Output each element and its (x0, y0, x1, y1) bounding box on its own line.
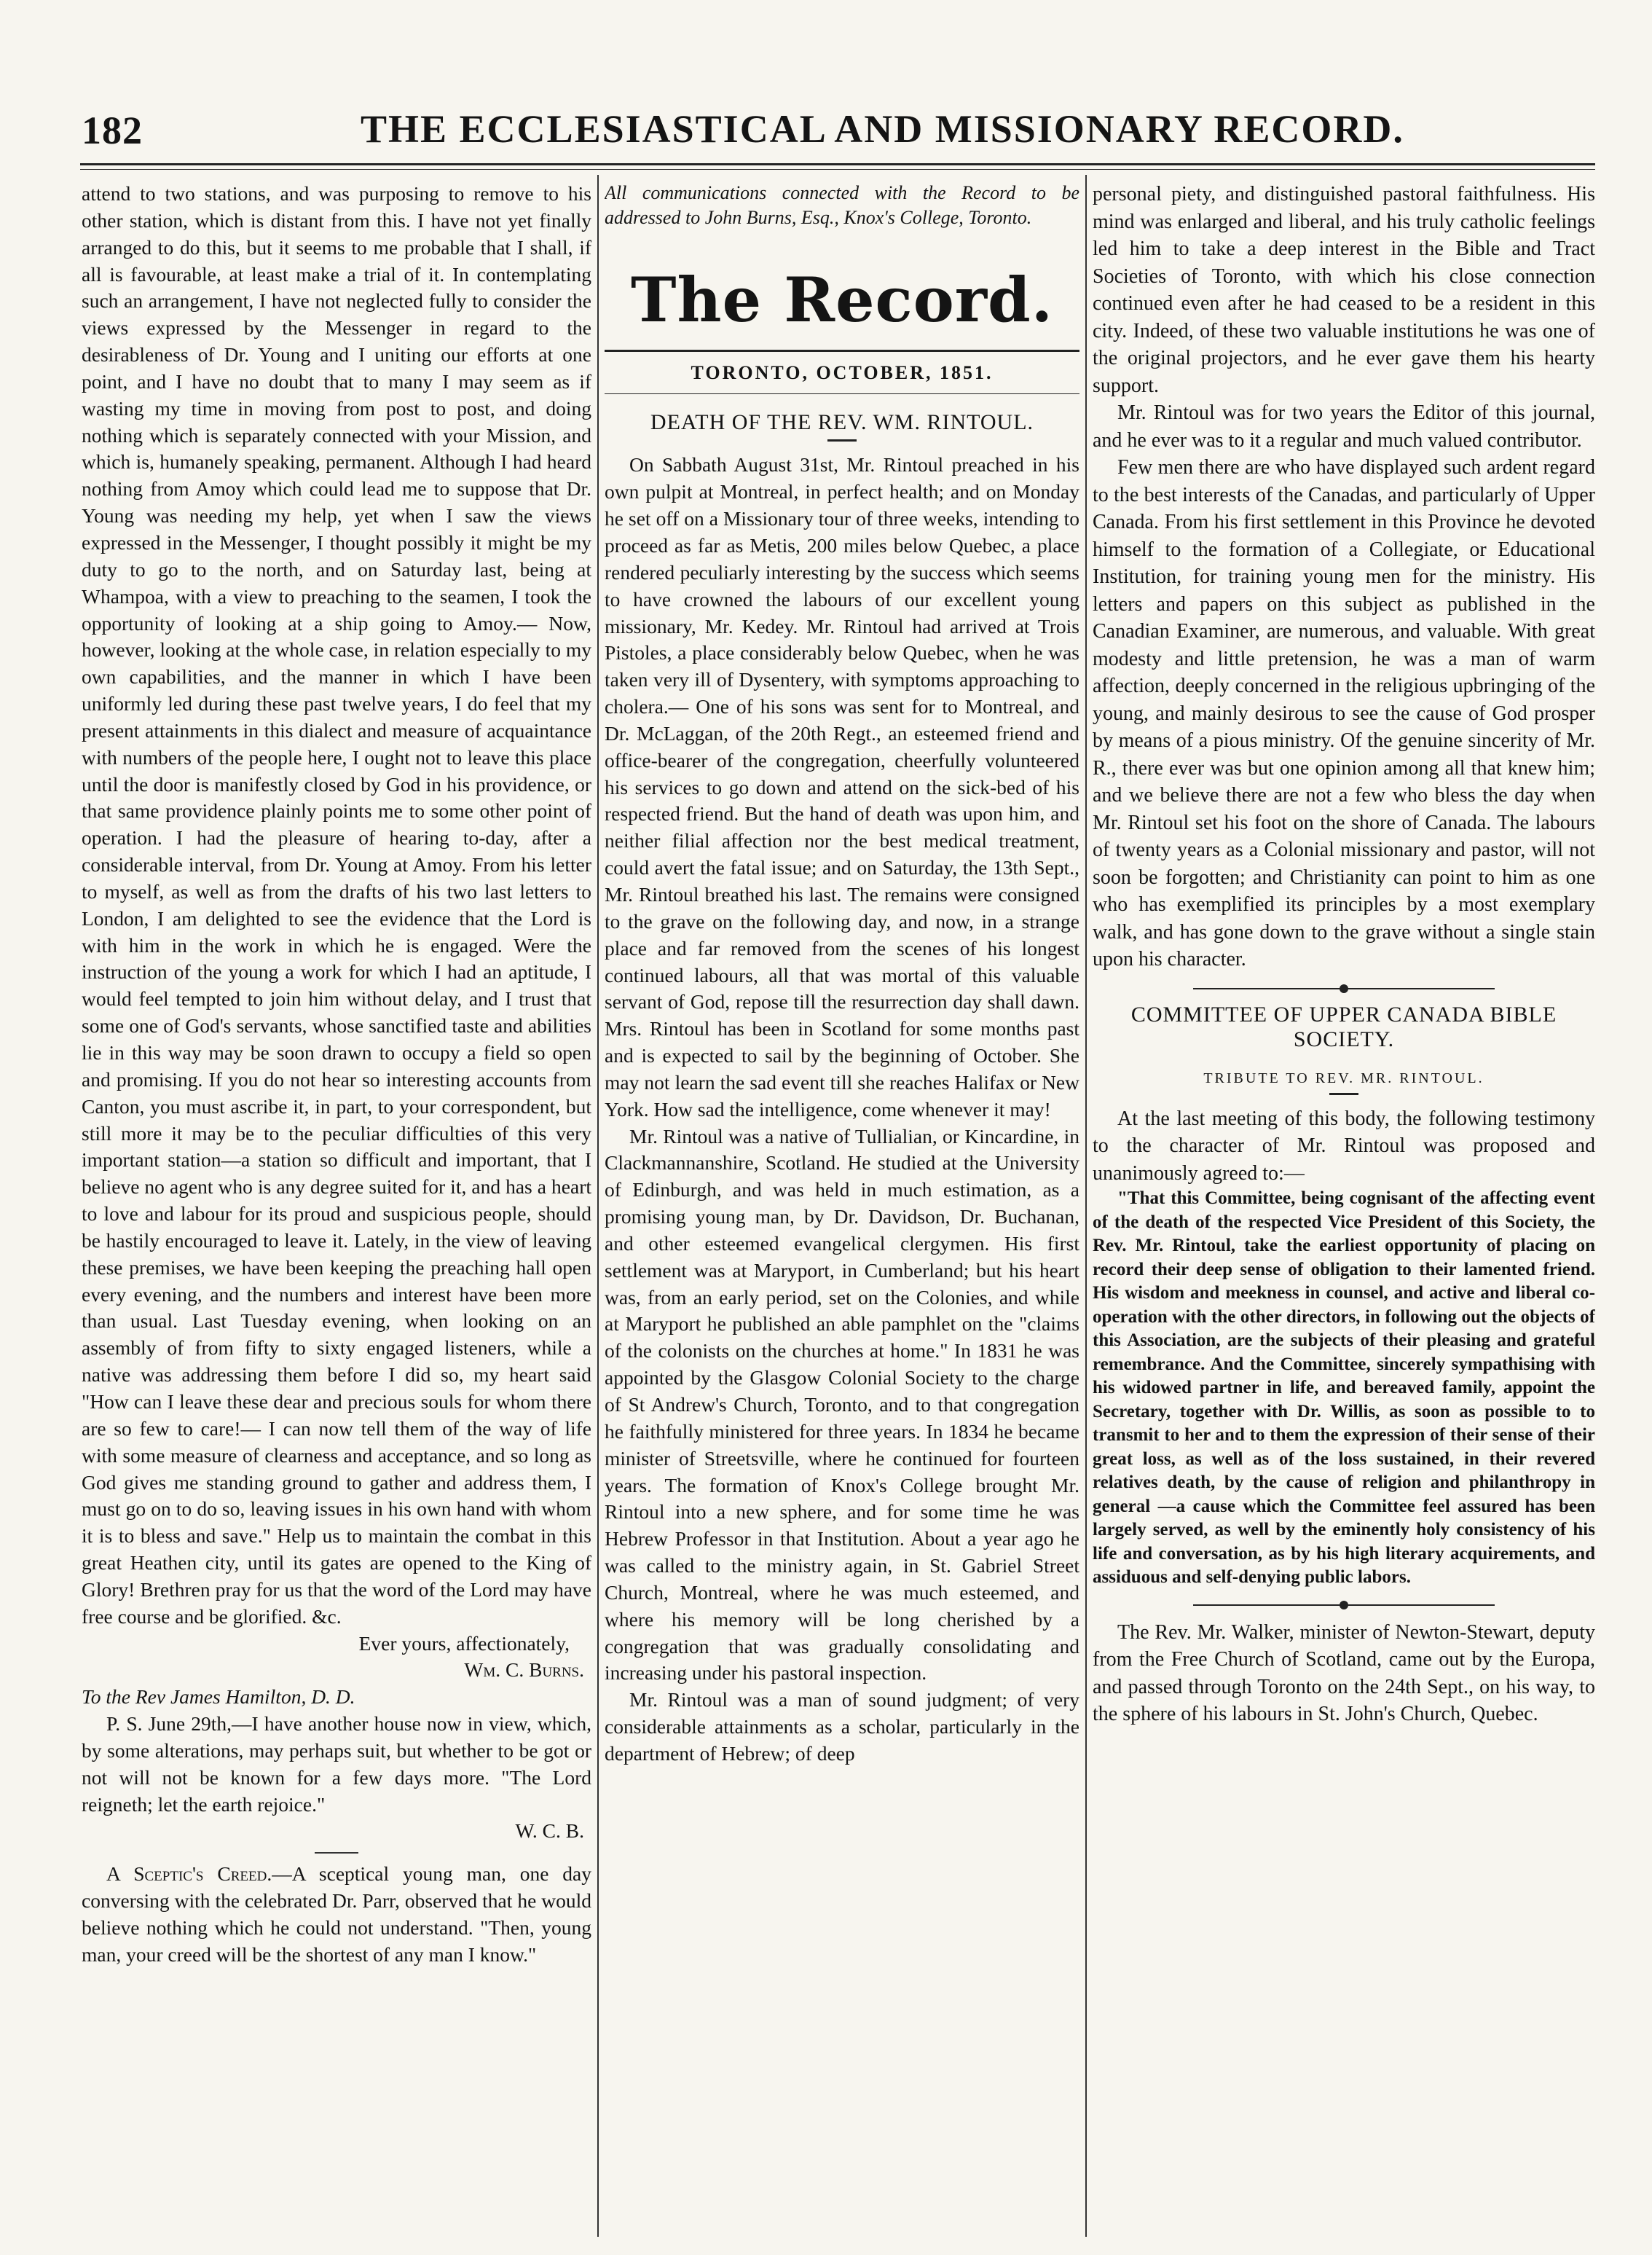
walker-notice: The Rev. Mr. Walker, minister of Newton-Stewart, deputy from the Free Church of Scotland, came out by the Europa, and passed through Toronto on the 24th Sept., on his way, to the sphere of his labours in St. John's Church, Quebec. (1093, 1620, 1595, 1726)
committee-para: At the last meeting of this body, the following testimony to the character of Mr. Rintoul was proposed and unanimously agreed to:— (1093, 1107, 1595, 1185)
sceptic-creed-item (82, 1861, 591, 1968)
heading-rule (827, 439, 857, 442)
column-middle (605, 181, 1079, 2228)
header-rule (80, 163, 1595, 165)
ornament-divider-2 (1193, 1604, 1495, 1606)
divider (315, 1852, 358, 1854)
column-rule-2 (1085, 175, 1087, 2237)
column-left (82, 181, 591, 2228)
committee-resolution: "That this Committee, being cognisant of the affecting event of the death of the respected Vice President of this Society, the Rev. Mr. Rintoul, take the earliest opportunity of placing on record their deep sense of obligation to their lamented friend. His wisdom and meekness in counsel, and active and liberal co-operation with the other directors, in following out the objects of this Association, are the subjects of their pleasing and grateful remembrance. And the Committee, sincerely sympathising with his widowed partner in life, and bereaved family, appoint the Secretary, together with Dr. Willis, as soon as possible to to transmit to her and to them the expression of their sense of their great loss, as well as of the loss sustained, in their revered relatives death, by the cause of religion and philanthropy in general —a cause which the Committee feel assured has been largely served, as well by the eminently holy consistency of his life and conversation, as by his high literary acquirements, and assiduous and self-denying public labors. (1093, 1188, 1595, 1588)
tribute-subheading: TRIBUTE TO REV. MR. RINTOUL. (1203, 1070, 1484, 1086)
masthead: The Record. (631, 263, 1053, 336)
obituary-para-2: Mr. Rintoul was a native of Tullialian, or Kincardine, in Clackmannanshire, Scotland. He studied at the University of Edinburgh, and was held in much estimation, as a promising young man, by Dr. Davidson, Dr. Buchanan, and other esteemed evangelical clergymen. His first settlement was at Maryport, in Cumberland; but his heart was, from an early period, set on the Colonies, and while at Maryport he published an able pamphlet on the "claims of the colonists on the churches at home." In 1831 he was appointed by the Glasgow Colonial Society to the charge of St Andrew's Church, Toronto, and to that congregation he faithfully ministered for three years. In 1834 he became minister of Streetsville, where he continued for fourteen years. The formation of Knox's College brought Mr. Rintoul into a new sphere, and for some time he was Hebrew Professor in that Institution. About a year ago he was called to the ministry again, in St. Gabriel Street Church, Montreal, where he was much esteemed, and where his memory will be long cherished by a congregation that was gradually consolidating and increasing under his pastoral inspection. (605, 1124, 1079, 1685)
obituary-cont-2: Mr. Rintoul was for two years the Editor of this journal, and he ever was to it a regular and much valued contributor. (1093, 401, 1595, 452)
column-rule-1 (597, 175, 599, 2237)
obituary-para-1: On Sabbath August 31st, Mr. Rintoul preached in his own pulpit at Montreal, in perfect health; and on Monday he set off on a Missionary tour of three weeks, intending to proceed as far as Metis, 200 miles below Quebec, a place rendered peculiarly interesting by the success which seems to have crowned the labours of our excellent young missionary, Mr. Kedey. Mr. Rintoul had arrived at Trois Pistoles, a place considerably below Quebec, when he was taken very ill of Dysentery, with symptoms approaching to cholera.— One of his sons was sent for to Montreal, and Dr. McLaggan, of the 20th Regt., an esteemed friend and office-bearer of the congregation, cheerfully volunteered his services to go down and attend on the sick-bed of his respected friend. But the hand of death was upon him, and neither filial affection nor the best medical treatment, could avert the fatal issue; and on Saturday, the 13th Sept., Mr. Rintoul breathed his last. The remains were consigned to the grave on the following day, and now, in a strange place and far removed from the scenes of his longest continued labours, all that was mortal of this valuable servant of God, repose till the resurrection day shall dawn. Mrs. Rintoul has been in Scotland for some months past and is expected to sail by the beginning of October. She may not learn the sad event till she reaches Halifax or New York. How sad the intelligence, come whenever it may! (605, 453, 1079, 1121)
letter-signature: Wm. C. Burns. (464, 1658, 584, 1682)
obituary-cont-1: personal piety, and distinguished pastoral faithfulness. His mind was enlarged and liberal, and his truly catholic feelings led him to take a deep interest in the Bible and Tract Societies of Toronto, with which his close connection continued even after he had ceased to be a resident in this city. Indeed, of these two valuable institutions he was one of the original projectors, and he ever gave them his hearty support. (1093, 183, 1595, 397)
committee-heading: COMMITTEE OF UPPER CANADA BIBLE SOCIETY. (1130, 1002, 1557, 1052)
obituary-para-3: Mr. Rintoul was a man of sound judgment; of very considerable attainments as a scholar, particularly in the department of Hebrew; of deep (605, 1688, 1079, 1765)
page-number: 182 (82, 109, 143, 152)
tribute-rule (1329, 1093, 1358, 1095)
ornament-divider (1193, 988, 1495, 989)
sceptic-creed-lead: A Sceptic's Creed. (106, 1862, 272, 1886)
header-rule-thin (80, 169, 1595, 170)
letter-addressee: To the Rev James Hamilton, D. D. (82, 1685, 355, 1709)
sceptic-creed-text: —A sceptical young man, one day conversing with the celebrated Dr. Parr, observed that he would believe nothing which he could not understand. "Then, young man, your creed will be the shortest of any man I know." (82, 1862, 591, 1966)
dateline: TORONTO, OCTOBER, 1851. (605, 350, 1079, 394)
letter-body: attend to two stations, and was purposing to remove to his other station, which is distant from this. I have not yet finally arranged to do this, but it seems to me probable that I shall, if all is favourable, at least make a trial of it. In contemplating such an arrangement, I have not neglected fully to consider the views expressed by the Messenger in regard to the desirableness of Dr. Young and I uniting our efforts at one point, and I have no doubt that to many I may seem as if wasting my time in moving from post to post, and doing nothing which is separately connected with your Mission, and which is, humanely speaking, permanent. Although I had heard nothing from Amoy which could lead me to suppose that Dr. Young was needing my help, yet when I saw the views expressed in the Messenger, I thought possibly it might be my duty to go to the north, and on Saturday last, being at Whampoa, with a view to preaching to the seamen, I took the opportunity of looking at a ship going to Amoy.— Now, however, looking at the whole case, in relation especially to my own capabilities, and the manner in which I have been uniformly led during these past twelve years, I do feel that my present attainments in this dialect and measure of acquaintance with numbers of the people here, I ought not to leave this place until the door is manifestly closed by God in his providence, or that same providence plainly points me to some other point of operation. I had the pleasure of hearing to-day, after a considerable interval, from Dr. Young at Amoy. From his letter to myself, as well as from the drafts of his two last letters to London, I am delighted to see the evidence that the Lord is with him in the work in which he is engaged. Were the instruction of the young a work for which I had an aptitude, I would feel tempted to join him without delay, and I trust that some one of God's servants, whose sanctified taste and abilities lie in this way may be soon drawn to occupy a field so open and promising. If you do not hear so interesting accounts from Canton, you must ascribe it, in part, to your correspondent, but still more it may be to the peculiar difficulties of this very important station—a station so difficult and important, that I believe no agent who is any degree suited for it, and has a heart to love and labour for its proud and suspicious people, should be hastily encouraged to leave it. Lately, in the view of leaving these premises, we have been keeping the preaching hall open every evening, and the numbers and interest have been more than usual. Last Tuesday evening, when looking on an assembly of from fifty to sixty engaged listeners, while a native was addressing them before I did so, my heart said "How can I leave these dear and precious souls for whom there are so few to care!— I can now tell them of the way of life with some measure of clearness and acceptance, and so long as God gives me standing ground to gather and address them, I must go on to do so, leaving issues in his own hand with whom it is to bless and save." Help us to maintain the combat in this great Heathen city, until its gates are opened to the King of Glory! Brethren pray for us that the word of the Lord may have free course and be glorified. &c. (82, 182, 591, 1628)
running-title: THE ECCLESIASTICAL AND MISSIONARY RECORD. (361, 107, 1404, 151)
obituary-heading: DEATH OF THE REV. WM. RINTOUL. (650, 409, 1034, 434)
postscript-initials: W. C. B. (515, 1819, 584, 1843)
obituary-cont-3: Few men there are who have displayed such ardent regard to the best interests of the Canadas, and particularly of Upper Canada. From his first settlement in this Province he devoted himself to the formation of a Collegiate, or Educational Institution, for training young men for the ministry. His letters and papers on this subject as published in the Canadian Examiner, are numerous, and valuable. With great modesty and little pretension, he was a man of warm affection, deeply concerned in the religious upbringing of the young, and mainly desirous to see the cause of God prosper by means of a pious ministry. Of the genuine sincerity of Mr. R., there ever was but one opinion among all that knew him; and we believe there are not a few who bless the day when Mr. Rintoul set his foot on the shore of Canada. The labours of twenty years as a Colonial missionary and pastor, will not soon be forgotten; and Christianity can point to him as one who has exemplified its principles by a most exemplary walk, and has gone down to the grave without a single stain upon his character. (1093, 456, 1595, 971)
postscript: P. S. June 29th,—I have another house now in view, which, by some alterations, may perhaps suit, but whether to be got or not will not be known for a few days more. "The Lord reigneth; let the earth rejoice." (82, 1712, 591, 1816)
letter-closing: Ever yours, affectionately, (358, 1631, 570, 1655)
column-right (1093, 181, 1595, 2228)
editorial-note: All communications connected with the Record to be addressed to John Burns, Esq., Knox's College, Toronto. (605, 182, 1079, 228)
